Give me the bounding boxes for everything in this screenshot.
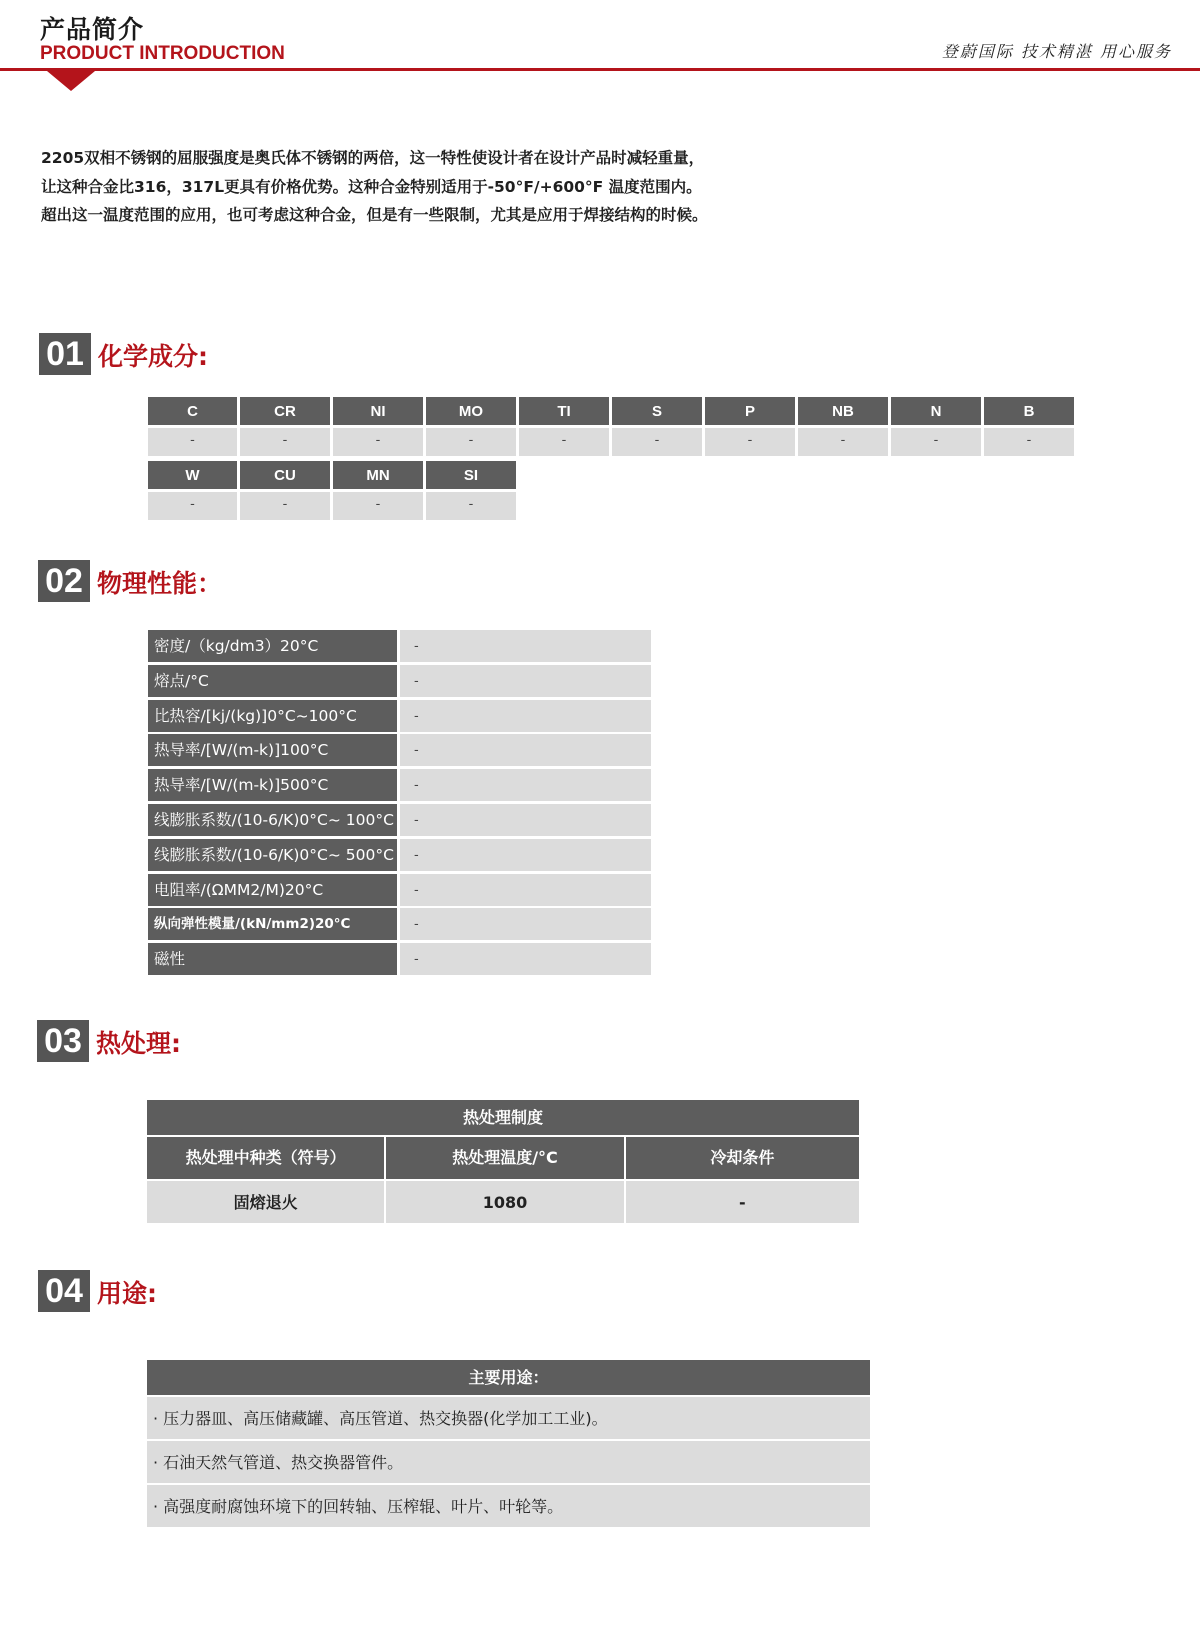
property-label: 热导率/[W/(m-k)]100°C <box>148 734 397 766</box>
property-label: 纵向弹性模量/(kN/mm2)20°C <box>148 908 397 940</box>
section-title: 用途: <box>97 1279 157 1308</box>
element-header: W <box>148 461 237 489</box>
property-value: - <box>400 769 651 801</box>
table-row <box>148 734 651 766</box>
element-header: CU <box>240 461 330 489</box>
table-row <box>148 630 651 662</box>
chemistry-row-2 <box>148 461 519 520</box>
element-header: MO <box>426 397 516 425</box>
chemistry-cell <box>798 397 888 456</box>
property-label: 热导率/[W/(m-k)]500°C <box>148 769 397 801</box>
element-value: - <box>240 428 330 456</box>
chemistry-cell <box>240 397 330 456</box>
element-header: NI <box>333 397 423 425</box>
property-value: - <box>400 734 651 766</box>
section-title: 热处理: <box>96 1029 181 1058</box>
column-header: 热处理中种类（符号） <box>147 1137 384 1179</box>
table-row <box>148 665 651 697</box>
property-value: - <box>400 700 651 732</box>
chemistry-cell <box>333 461 423 520</box>
element-value: - <box>519 428 609 456</box>
element-value: - <box>612 428 702 456</box>
table-cell: 固熔退火 <box>147 1181 384 1223</box>
chemistry-cell <box>705 397 795 456</box>
intro-line: 超出这一温度范围的应用，也可考虑这种合金，但是有一些限制，尤其是应用于焊接结构的时候。 <box>41 206 708 224</box>
intro-line: 让这种合金比316，317L更具有价格优势。这种合金特别适用于-50°F/+600°F 温度范围内。 <box>41 177 702 196</box>
intro-paragraph <box>41 144 1041 230</box>
chemistry-cell <box>612 397 702 456</box>
intro-line: 2205双相不锈钢的屈服强度是奥氏体不锈钢的两倍，这一特性使设计者在设计产品时减轻重量， <box>41 149 705 167</box>
property-value: - <box>400 630 651 662</box>
chemistry-cell <box>148 461 237 520</box>
element-value: - <box>426 492 516 520</box>
chemistry-cell <box>333 397 423 456</box>
element-header: B <box>984 397 1074 425</box>
uses-table <box>147 1360 870 1527</box>
header-divider <box>0 68 1200 71</box>
table-row <box>148 700 651 732</box>
property-label: 电阻率/(ΩMM2/M)20°C <box>148 874 397 906</box>
table-row <box>148 908 651 940</box>
element-header: N <box>891 397 981 425</box>
element-value: - <box>148 428 237 456</box>
page-title: 产品简介 <box>40 15 145 44</box>
chemistry-cell <box>984 397 1074 456</box>
element-header: P <box>705 397 795 425</box>
table-header-row <box>147 1137 859 1179</box>
property-label: 磁性 <box>148 943 397 975</box>
table-row <box>148 839 651 871</box>
slogan: 登蔚国际 技术精湛 用心服务 <box>941 42 1172 61</box>
table-row <box>148 804 651 836</box>
chemistry-cell <box>426 461 516 520</box>
chemistry-cell <box>426 397 516 456</box>
chemistry-cell <box>519 397 609 456</box>
property-label: 密度/（kg/dm3）20°C <box>148 630 397 662</box>
element-header: TI <box>519 397 609 425</box>
element-value: - <box>891 428 981 456</box>
table-caption: 热处理制度 <box>147 1100 859 1135</box>
property-label: 线膨胀系数/(10-6/K)0°C~ 100°C <box>148 804 397 836</box>
table-caption: 主要用途： <box>147 1360 870 1395</box>
property-value: - <box>400 908 651 940</box>
property-value: - <box>400 874 651 906</box>
property-label: 线膨胀系数/(10-6/K)0°C~ 500°C <box>148 839 397 871</box>
header-pointer-marker <box>47 71 95 91</box>
list-item: · 压力器皿、高压储藏罐、高压管道、热交换器(化学加工工业)。 <box>147 1397 870 1439</box>
section-title: 化学成分: <box>98 342 208 371</box>
element-value: - <box>426 428 516 456</box>
list-item: · 高强度耐腐蚀环境下的回转轴、压榨辊、叶片、叶轮等。 <box>147 1485 870 1527</box>
chemistry-cell <box>891 397 981 456</box>
section-number: 03 <box>37 1020 89 1062</box>
table-row <box>148 874 651 906</box>
section-number: 04 <box>38 1270 90 1312</box>
element-value: - <box>240 492 330 520</box>
property-label: 比热容/[kj/(kg)]0°C~100°C <box>148 700 397 732</box>
element-value: - <box>148 492 237 520</box>
element-header: S <box>612 397 702 425</box>
element-value: - <box>984 428 1074 456</box>
chemistry-cell <box>240 461 330 520</box>
element-header: MN <box>333 461 423 489</box>
physical-properties-table <box>148 630 651 978</box>
element-value: - <box>705 428 795 456</box>
chemistry-row-1 <box>148 397 1077 456</box>
table-row <box>148 769 651 801</box>
property-value: - <box>400 943 651 975</box>
property-value: - <box>400 839 651 871</box>
property-value: - <box>400 804 651 836</box>
element-header: CR <box>240 397 330 425</box>
property-value: - <box>400 665 651 697</box>
chemistry-cell <box>148 397 237 456</box>
element-value: - <box>333 492 423 520</box>
section-number: 01 <box>39 333 91 375</box>
heat-treatment-table <box>147 1100 859 1223</box>
element-value: - <box>333 428 423 456</box>
table-cell: 1080 <box>386 1181 623 1223</box>
property-label: 熔点/°C <box>148 665 397 697</box>
list-item: · 石油天然气管道、热交换器管件。 <box>147 1441 870 1483</box>
column-header: 冷却条件 <box>626 1137 859 1179</box>
page-subtitle: PRODUCT INTRODUCTION <box>40 43 285 64</box>
element-header: SI <box>426 461 516 489</box>
element-value: - <box>798 428 888 456</box>
table-row <box>147 1181 859 1223</box>
section-title: 物理性能： <box>97 569 223 598</box>
element-header: C <box>148 397 237 425</box>
section-number: 02 <box>38 560 90 602</box>
table-cell: - <box>626 1181 859 1223</box>
element-header: NB <box>798 397 888 425</box>
table-row <box>148 943 651 975</box>
column-header: 热处理温度/°C <box>386 1137 623 1179</box>
